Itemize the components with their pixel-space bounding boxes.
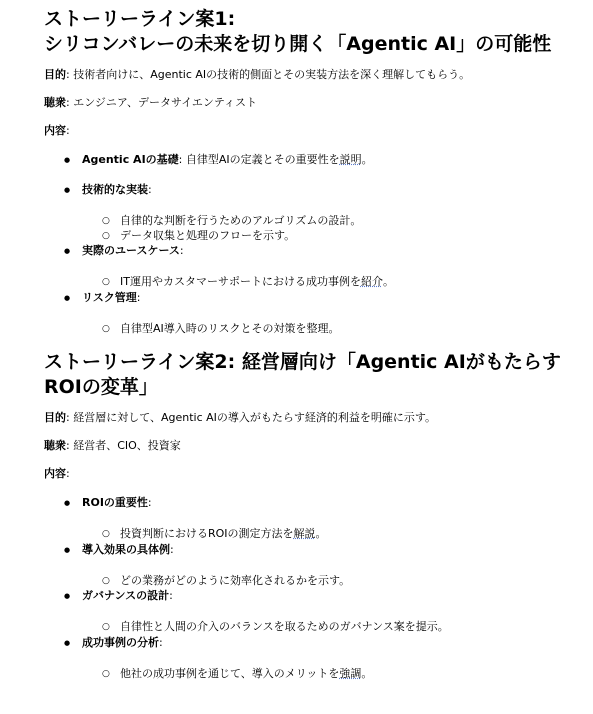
storyline-1-title	[44, 7, 574, 57]
purpose-paragraph	[44, 411, 574, 425]
bullet-title: 成功事例の分析	[82, 635, 159, 649]
audience-label: 聴衆	[44, 439, 66, 452]
audience-text: : 経営者、CIO、投資家	[66, 439, 181, 452]
sub-list-item: ○ 自律的な判断を行うためのアルゴリズムの設計。	[44, 214, 574, 229]
bullet-title: Agentic AIの基礎	[82, 153, 179, 166]
spellcheck-word[interactable]: 説明	[339, 153, 362, 166]
sub-list	[82, 214, 574, 243]
content-label: 内容	[44, 467, 66, 480]
document-body	[44, 7, 574, 681]
bullet-text: :	[136, 290, 141, 304]
sub-list-item: ○ 自律性と人間の介入のバランスを取るためのガバナンス案を提示。	[44, 620, 574, 635]
bullet-text: :	[169, 589, 173, 602]
storyline-1-title-line1: ストーリーライン案1:	[44, 8, 236, 30]
list-item	[44, 183, 574, 243]
sub-text: IT運用やカスタマーサポートにおける成功事例を	[120, 275, 361, 288]
storyline-1-title-line2: シリコンバレーの未来を切り開く「Agentic AI」の可能性	[44, 33, 552, 55]
bullet-title: ガバナンスの設計	[82, 589, 170, 602]
purpose-text: : 経営層に対して、Agentic AIの導入がもたらす経済的利益を明確に示す。	[66, 411, 437, 424]
audience-paragraph	[44, 439, 574, 453]
audience-paragraph	[44, 96, 574, 110]
content-paragraph	[44, 467, 574, 481]
purpose-label: 目的	[44, 68, 66, 81]
bullet-text: :	[147, 496, 152, 509]
bullet-title: 導入効果の具体例	[82, 542, 170, 556]
list-item	[44, 496, 574, 542]
spellcheck-word[interactable]: 強調	[339, 666, 362, 680]
audience-label: 聴衆	[44, 96, 66, 109]
sub-text: 他社の成功事例を通じて、導入のメリットを	[120, 666, 340, 680]
sub-list	[82, 527, 574, 542]
storyline-2-title	[44, 350, 574, 400]
sub-list	[82, 322, 574, 337]
bullet-title: リスク管理	[82, 290, 137, 304]
list-item	[44, 636, 574, 682]
audience-text: : エンジニア、データサイエンティスト	[66, 96, 257, 109]
content-list	[44, 153, 574, 336]
purpose-text: : 技術者向けに、Agentic AIの技術的側面とその実装方法を深く理解してもらう。	[66, 68, 471, 81]
sub-list-item	[44, 667, 574, 682]
list-item	[44, 153, 574, 167]
content-paragraph	[44, 124, 574, 138]
sub-list-item: ○ データ収集と処理のフローを示す。	[44, 229, 574, 244]
content-text: :	[66, 124, 70, 137]
spellcheck-word[interactable]: 解説	[293, 527, 316, 540]
list-item	[44, 244, 574, 290]
bullet-text: :	[159, 635, 163, 649]
sub-list-item: ○ どの業務がどのように効率化されるかを示す。	[44, 574, 574, 589]
sub-list	[82, 275, 574, 290]
sub-list	[82, 667, 574, 682]
bullet-title: 実際のユースケース	[82, 244, 180, 257]
sub-list	[82, 620, 574, 635]
sub-text-end: 。	[361, 666, 373, 680]
sub-text: 投資判断におけるROIの測定方法を	[120, 527, 294, 540]
storyline-2-title-line2: ROIの変革」	[44, 376, 158, 398]
storyline-2-title-line1: ストーリーライン案2: 経営層向け「Agentic AIがもたらす	[44, 351, 561, 373]
content-text: :	[66, 467, 70, 480]
list-item	[44, 291, 574, 337]
spellcheck-word[interactable]: 紹介	[360, 275, 383, 288]
sub-list	[82, 574, 574, 589]
list-item	[44, 589, 574, 635]
bullet-text: :	[179, 244, 184, 257]
sub-list-item: ○ 自律型AI導入時のリスクとその対策を整理。	[44, 322, 574, 337]
bullet-text: : 自律型AIの定義とその重要性を	[178, 153, 340, 166]
bullet-title: ROIの重要性	[82, 496, 148, 509]
sub-text-end: 。	[315, 527, 327, 540]
content-label: 内容	[44, 124, 66, 137]
purpose-label: 目的	[44, 411, 66, 424]
content-list	[44, 496, 574, 681]
list-item	[44, 543, 574, 589]
sub-list-item	[44, 527, 574, 542]
bullet-text: :	[148, 183, 152, 196]
bullet-title: 技術的な実装	[82, 183, 148, 196]
sub-text-end: 。	[382, 275, 394, 288]
bullet-text: :	[170, 542, 174, 556]
bullet-text-end: 。	[361, 153, 373, 166]
sub-list-item	[44, 275, 574, 290]
purpose-paragraph	[44, 68, 574, 82]
